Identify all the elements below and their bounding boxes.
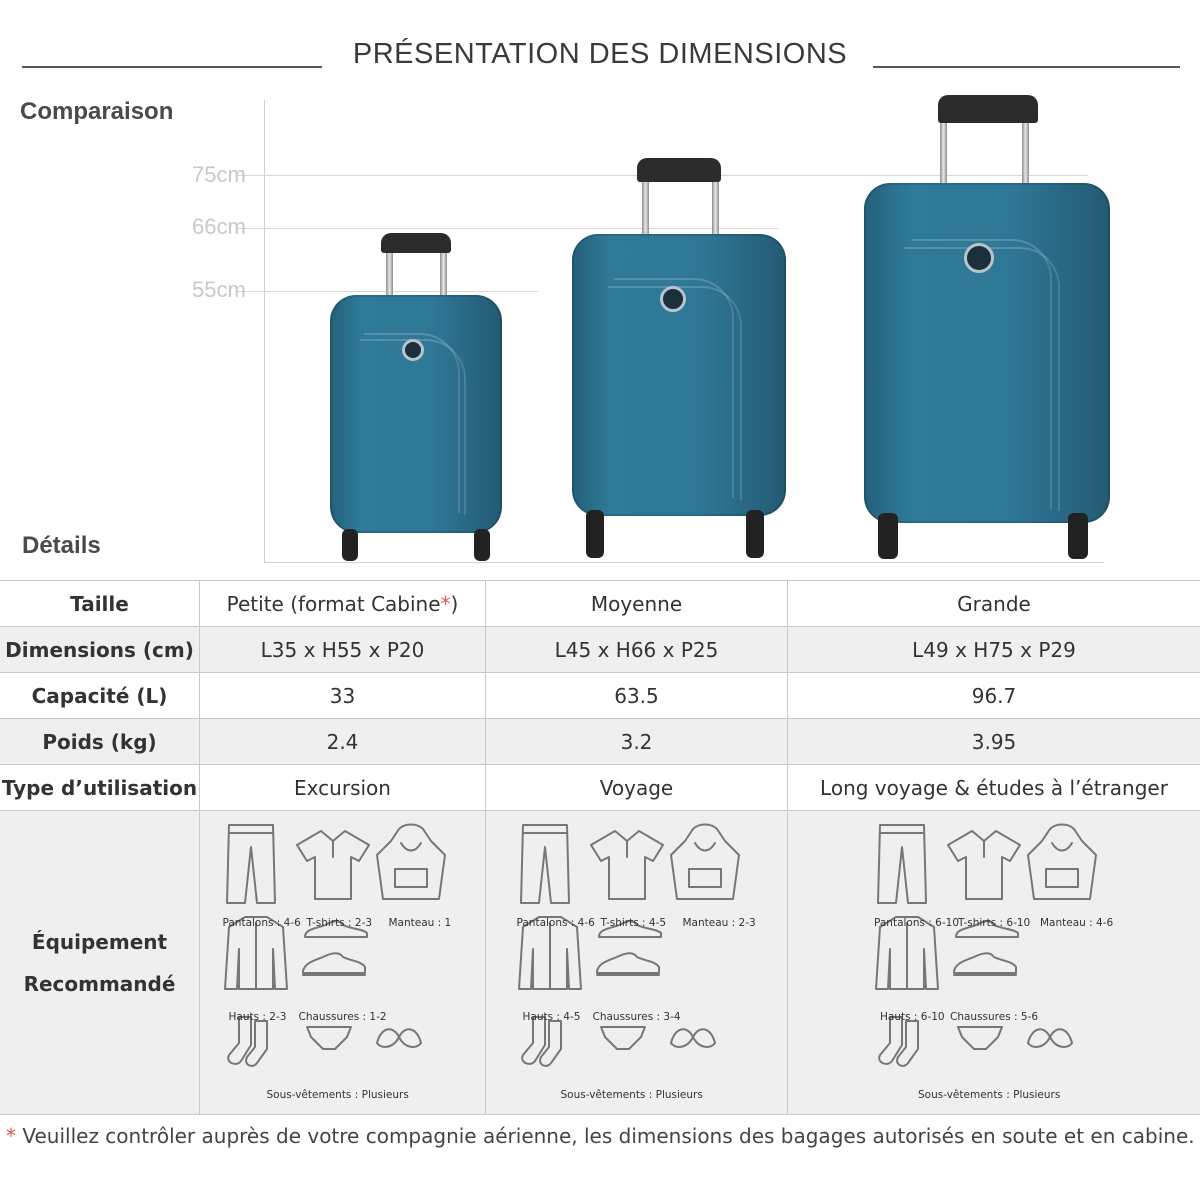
coat-count: Manteau : 4-6 xyxy=(1040,916,1114,929)
coat-count: Manteau : 1 xyxy=(388,916,452,929)
header-weight: Poids (kg) xyxy=(0,719,200,765)
row-dimensions xyxy=(0,627,1200,673)
capacity-small: 33 xyxy=(200,673,486,719)
row-size xyxy=(0,581,1200,627)
row-capacity xyxy=(0,673,1200,719)
weight-large: 3.95 xyxy=(788,719,1200,765)
row-usage xyxy=(0,765,1200,811)
footnote xyxy=(6,1124,1195,1148)
tshirts-count: T-shirts : 6-10 xyxy=(958,916,1031,929)
details-label: Détails xyxy=(22,532,101,559)
tshirts-count: T-shirts : 2-3 xyxy=(306,916,373,929)
size-small: Petite (format Cabine*) xyxy=(200,581,486,627)
underwear-count: Sous-vêtements : Plusieurs xyxy=(918,1088,1061,1101)
comparison-vertical-axis xyxy=(264,100,265,562)
tops-count: Hauts : 2-3 xyxy=(228,1010,287,1023)
dimensions-small: L35 x H55 x P20 xyxy=(200,627,486,673)
size-comparison xyxy=(0,90,1200,570)
suitcase-large xyxy=(864,95,1112,563)
sneaker-icon xyxy=(950,949,1020,984)
hoodie-icon xyxy=(667,823,743,908)
equipment-small xyxy=(200,811,486,1115)
usage-small: Excursion xyxy=(200,765,486,811)
tops-count: Hauts : 6-10 xyxy=(880,1010,945,1023)
pants-icon xyxy=(223,821,279,910)
page-title: PRÉSENTATION DES DIMENSIONS xyxy=(352,38,848,70)
usage-large: Long voyage & études à l’étranger xyxy=(788,765,1200,811)
sneaker-icon xyxy=(299,949,369,984)
equipment-panel-small xyxy=(200,813,485,1113)
title-rule-left xyxy=(22,66,322,68)
guide-label-75: 75cm xyxy=(192,162,246,187)
briefs-icon xyxy=(597,1023,649,1058)
pants-icon xyxy=(517,821,573,910)
header-equipment xyxy=(0,811,200,1115)
tops-count: Hauts : 4-5 xyxy=(522,1010,581,1023)
equipment-large xyxy=(788,811,1200,1115)
guide-label-55: 55cm xyxy=(192,277,246,302)
tshirt-icon xyxy=(293,827,373,908)
tshirt-icon xyxy=(587,827,667,908)
shoes-count: Chaussures : 3-4 xyxy=(592,1010,681,1023)
shoes-count: Chaussures : 1-2 xyxy=(298,1010,387,1023)
dimensions-large: L49 x H75 x P29 xyxy=(788,627,1200,673)
tshirts-count: T-shirts : 4-5 xyxy=(600,916,667,929)
title-rule-right xyxy=(873,66,1180,68)
briefs-icon xyxy=(303,1023,355,1058)
footnote-text: Veuillez contrôler auprès de votre compagnie aérienne, les dimensions des bagages autorisés en soute et en cabine. xyxy=(16,1124,1195,1148)
tshirt-icon xyxy=(944,827,1024,908)
capacity-large: 96.7 xyxy=(788,673,1200,719)
footnote-star: * xyxy=(6,1124,16,1148)
equipment-panel-large xyxy=(788,813,1200,1113)
header-usage: Type d’utilisation xyxy=(0,765,200,811)
bra-icon xyxy=(373,1019,425,1058)
suitcase-medium xyxy=(572,158,786,563)
shoes-count: Chaussures : 5-6 xyxy=(950,1010,1039,1023)
bra-icon xyxy=(667,1019,719,1058)
header-dimensions: Dimensions (cm) xyxy=(0,627,200,673)
bra-icon xyxy=(1024,1019,1076,1058)
coat-count: Manteau : 2-3 xyxy=(682,916,756,929)
briefs-icon xyxy=(954,1023,1006,1058)
header-equipment-line1: Équipement xyxy=(31,929,168,954)
weight-medium: 3.2 xyxy=(486,719,788,765)
comparison-label: Comparaison xyxy=(20,98,174,125)
header-size: Taille xyxy=(0,581,200,627)
weight-small: 2.4 xyxy=(200,719,486,765)
sneaker-icon xyxy=(593,949,663,984)
pants-count: Pantalons : 6-10 xyxy=(874,916,960,929)
details-table xyxy=(0,580,1200,1115)
header-equipment-line2: Recommandé xyxy=(23,971,176,996)
pants-count: Pantalons : 4-6 xyxy=(516,916,595,929)
equipment-panel-medium xyxy=(486,813,787,1113)
hoodie-icon xyxy=(1024,823,1100,908)
capacity-medium: 63.5 xyxy=(486,673,788,719)
hoodie-icon xyxy=(373,823,449,908)
underwear-count: Sous-vêtements : Plusieurs xyxy=(266,1088,409,1101)
guide-label-66: 66cm xyxy=(192,214,246,239)
row-weight xyxy=(0,719,1200,765)
size-medium: Moyenne xyxy=(486,581,788,627)
pants-count: Pantalons : 4-6 xyxy=(222,916,301,929)
dimensions-medium: L45 x H66 x P25 xyxy=(486,627,788,673)
equipment-medium xyxy=(486,811,788,1115)
usage-medium: Voyage xyxy=(486,765,788,811)
underwear-count: Sous-vêtements : Plusieurs xyxy=(560,1088,703,1101)
pants-icon xyxy=(874,821,930,910)
header-capacity: Capacité (L) xyxy=(0,673,200,719)
row-equipment xyxy=(0,811,1200,1115)
suitcase-small xyxy=(330,233,502,563)
size-large: Grande xyxy=(788,581,1200,627)
